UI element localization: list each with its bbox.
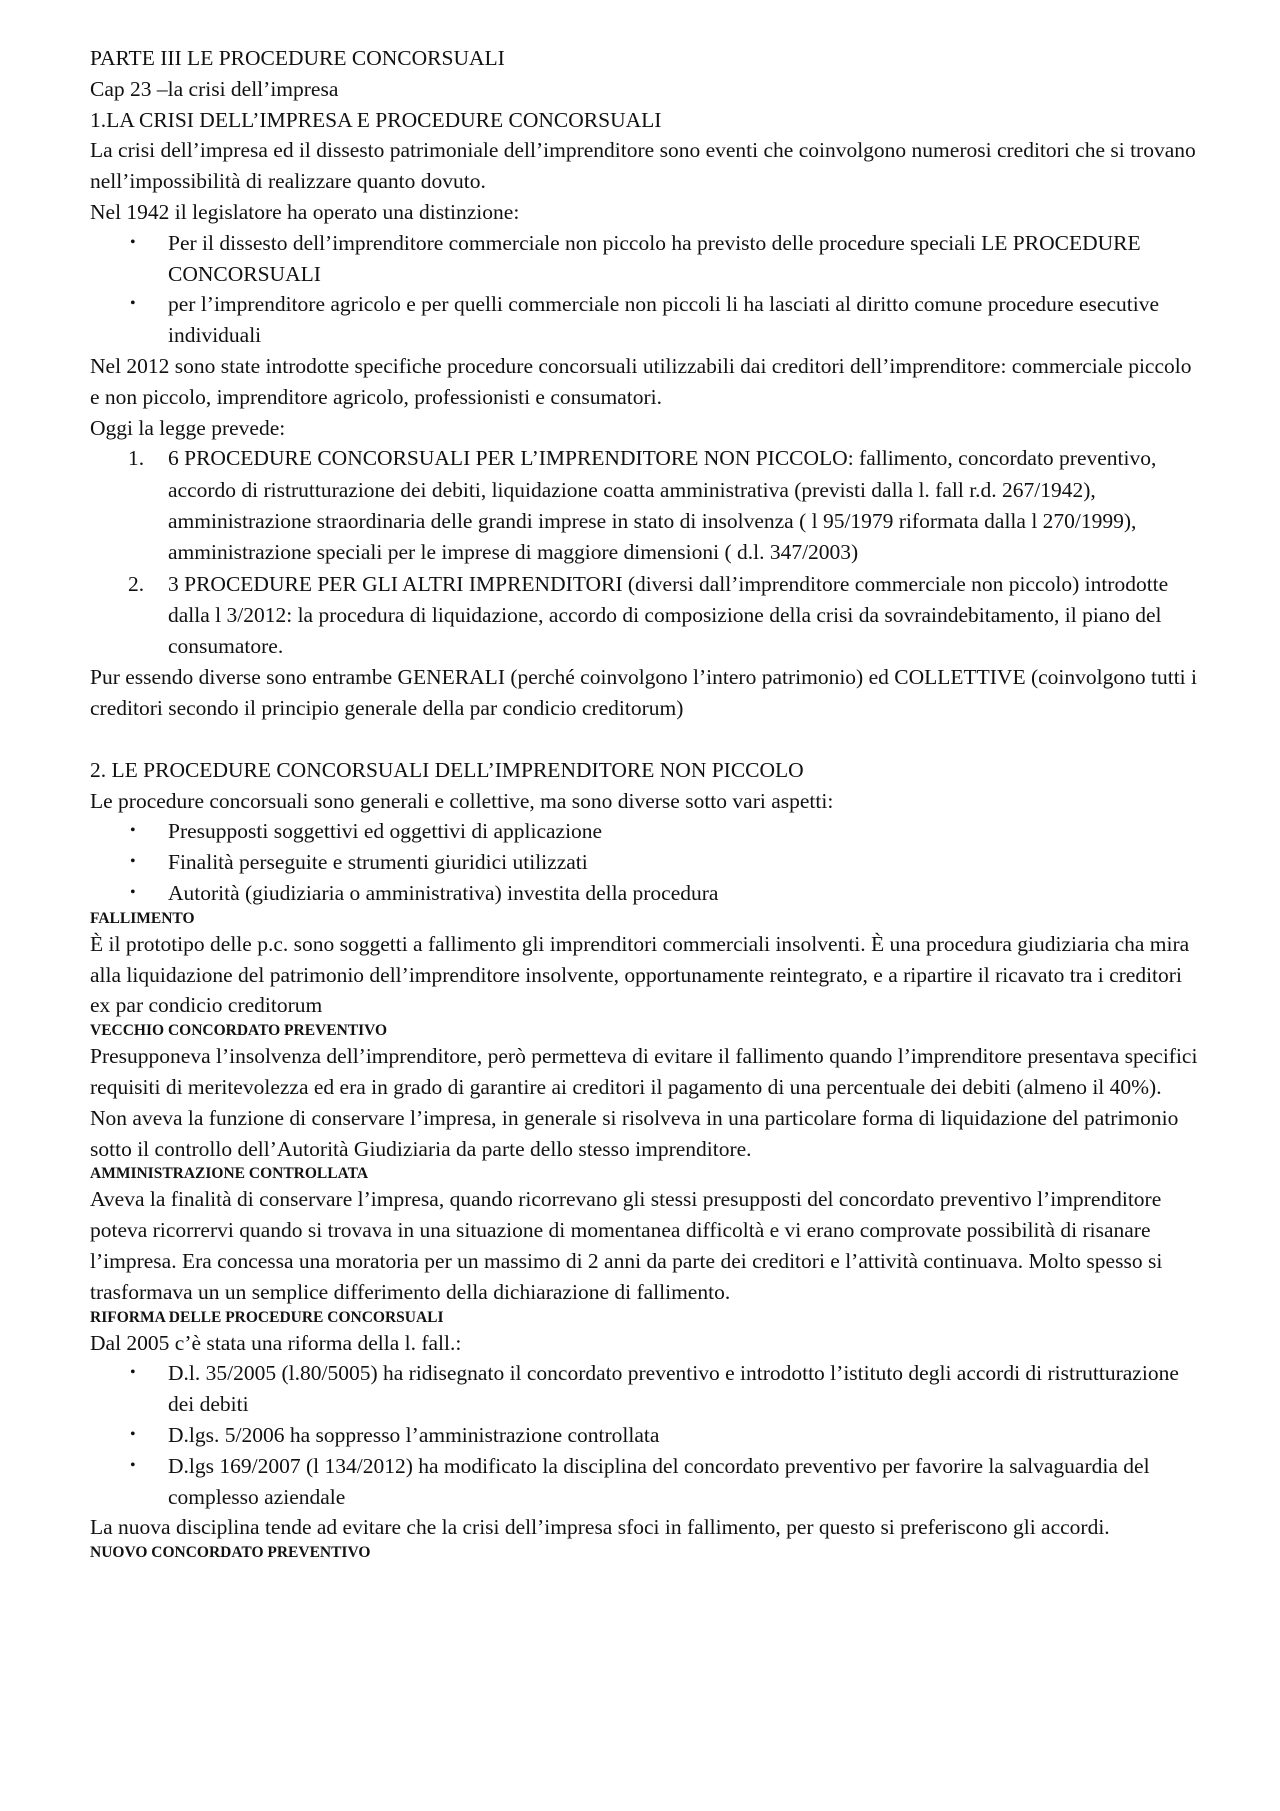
list-item-text: D.l. 35/2005 (l.80/5005) ha ridisegnato il concordato preventivo e introdotto l’istituto degli accordi di ristrutturazione dei debiti xyxy=(168,1361,1179,1417)
amministrazione-controllata-text: Aveva la finalità di conservare l’impresa, quando ricorrevano gli stessi presupposti del concordato preventivo l’imprenditore poteva ricorrervi quando si trovava in una situazione di momentanea difficoltà e vi erano comprovate possibilità di risanare l’impresa. Era concessa una moratoria per un massimo di 2 anni da parte dei creditori e l’attività continuava. Molto spesso si trasformava un un semplice differimento della dichiarazione di fallimento. xyxy=(90,1187,1163,1304)
list-number: 2. xyxy=(128,571,145,596)
list-item xyxy=(90,228,1200,290)
list-item-text: Per il dissesto dell’imprenditore commerciale non piccolo ha previsto delle procedure speciali LE PROCEDURE CONCORSUALI xyxy=(168,230,1141,286)
section-1-heading: 1.LA CRISI DELL’IMPRESA E PROCEDURE CONCORSUALI xyxy=(90,107,662,132)
list-item xyxy=(90,289,1200,351)
list-item-text: D.lgs. 5/2006 ha soppresso l’amministrazione controllata xyxy=(168,1422,660,1447)
fallimento-subheading: FALLIMENTO xyxy=(90,909,195,927)
amministrazione-controllata-subheading: AMMINISTRAZIONE CONTROLLATA xyxy=(90,1165,369,1183)
list-item-text: Finalità perseguite e strumenti giuridici utilizzati xyxy=(168,850,588,875)
list-item xyxy=(90,816,1200,847)
list-item xyxy=(90,847,1200,878)
fallimento-text: È il prototipo delle p.c. sono soggetti a fallimento gli imprenditori commerciali insolventi. È una procedura giudiziaria cha mira alla liquidazione del patrimonio dell’imprenditore insolvente, opportunamente reintegrato, e a ripartire il ricavato tra i creditori ex par condicio creditorum xyxy=(90,931,1190,1018)
riforma-closing: La nuova disciplina tende ad evitare che la crisi dell’impresa sfoci in fallimento, per questo si preferiscono gli accordi. xyxy=(90,1515,1110,1540)
paragraph-2012: Nel 2012 sono state introdotte specifiche procedure concorsuali utilizzabili dai creditori dell’imprenditore: commerciale piccolo e non piccolo, imprenditore agricolo, professionisti e consumatori. xyxy=(90,353,1192,409)
bullet-icon: • xyxy=(130,1456,136,1474)
section-1-numbered-list xyxy=(90,443,1200,662)
list-item-text: Presupposti soggettivi ed oggettivi di applicazione xyxy=(168,819,603,844)
list-item-text: Autorità (giudiziaria o amministrativa) investita della procedura xyxy=(168,881,719,906)
riforma-subheading: RIFORMA DELLE PROCEDURE CONCORSUALI xyxy=(90,1308,444,1326)
bullet-icon: • xyxy=(130,1425,136,1443)
riforma-intro: Dal 2005 c’è stata una riforma della l. fall.: xyxy=(90,1330,462,1355)
bullet-icon: • xyxy=(130,295,136,313)
paragraph-today: Oggi la legge prevede: xyxy=(90,415,286,440)
bullet-icon: • xyxy=(130,853,136,871)
section-1-closing: Pur essendo diverse sono entrambe GENERALI (perché coinvolgono l’intero patrimonio) ed COLLETTIVE (coinvolgono tutti i creditori secondo il principio generale della par condicio creditorum) xyxy=(90,665,1197,721)
blank-line xyxy=(90,724,1200,755)
document-page xyxy=(90,43,1200,1563)
bullet-icon: • xyxy=(130,233,136,251)
section-1-intro: La crisi dell’impresa ed il dissesto patrimoniale dell’imprenditore sono eventi che coinvolgono numerosi creditori che si trovano nell’impossibilità di realizzare quanto dovuto. xyxy=(90,138,1196,194)
list-item xyxy=(90,443,1200,568)
list-item-text: 6 PROCEDURE CONCORSUALI PER L’IMPRENDITORE NON PICCOLO: fallimento, concordato preventivo, accordo di ristrutturazione dei debiti, liquidazione coatta amministrativa (previsti dalla l. fall r.d. 267/1942), amministrazione straordinaria delle grandi imprese in stato di insolvenza ( l 95/1979 riformata dalla l 270/1999), amministrazione speciali per le imprese di maggiore dimensioni ( d.l. 347/2003) xyxy=(168,446,1157,565)
list-item-text: 3 PROCEDURE PER GLI ALTRI IMPRENDITORI (diversi dall’imprenditore commerciale non piccolo) introdotte dalla l 3/2012: la procedura di liquidazione, accordo di composizione della crisi da sovraindebitamento, il piano del consumatore. xyxy=(168,571,1169,659)
riforma-bullet-list xyxy=(90,1358,1200,1512)
nuovo-concordato-subheading: NUOVO CONCORDATO PREVENTIVO xyxy=(90,1544,371,1562)
list-item xyxy=(90,569,1200,663)
list-item xyxy=(90,1420,1200,1451)
paragraph-1942: Nel 1942 il legislatore ha operato una distinzione: xyxy=(90,199,520,224)
list-number: 1. xyxy=(128,446,145,471)
list-item xyxy=(90,1451,1200,1513)
vecchio-concordato-text: Presupponeva l’insolvenza dell’imprenditore, però permetteva di evitare il fallimento quando l’imprenditore presentava specifici requisiti di meritevolezza ed era in grado di garantire ai creditori il pagamento di una percentuale dei debiti (almeno il 40%). Non aveva la funzione di conservare l’impresa, in generale si risolveva in una particolare forma di liquidazione del patrimonio sotto il controllo dell’Autorità Giudiziaria da parte dello stesso imprenditore. xyxy=(90,1044,1198,1161)
vecchio-concordato-subheading: VECCHIO CONCORDATO PREVENTIVO xyxy=(90,1022,388,1040)
section-2-intro: Le procedure concorsuali sono generali e collettive, ma sono diverse sotto vari aspetti: xyxy=(90,788,834,813)
section-1-bullet-list xyxy=(90,228,1200,351)
bullet-icon: • xyxy=(130,822,136,840)
chapter-title: Cap 23 –la crisi dell’impresa xyxy=(90,76,339,101)
bullet-icon: • xyxy=(130,884,136,902)
section-2-heading: 2. LE PROCEDURE CONCORSUALI DELL’IMPRENDITORE NON PICCOLO xyxy=(90,757,804,782)
section-2-bullet-list xyxy=(90,816,1200,908)
list-item-text: per l’imprenditore agricolo e per quelli commerciale non piccoli li ha lasciati al diritto comune procedure esecutive individuali xyxy=(168,292,1159,348)
part-title: PARTE III LE PROCEDURE CONCORSUALI xyxy=(90,46,505,70)
bullet-icon: • xyxy=(130,1364,136,1382)
list-item xyxy=(90,1358,1200,1420)
list-item xyxy=(90,878,1200,909)
list-item-text: D.lgs 169/2007 (l 134/2012) ha modificato la disciplina del concordato preventivo per favorire la salvaguardia del complesso aziendale xyxy=(168,1453,1150,1509)
